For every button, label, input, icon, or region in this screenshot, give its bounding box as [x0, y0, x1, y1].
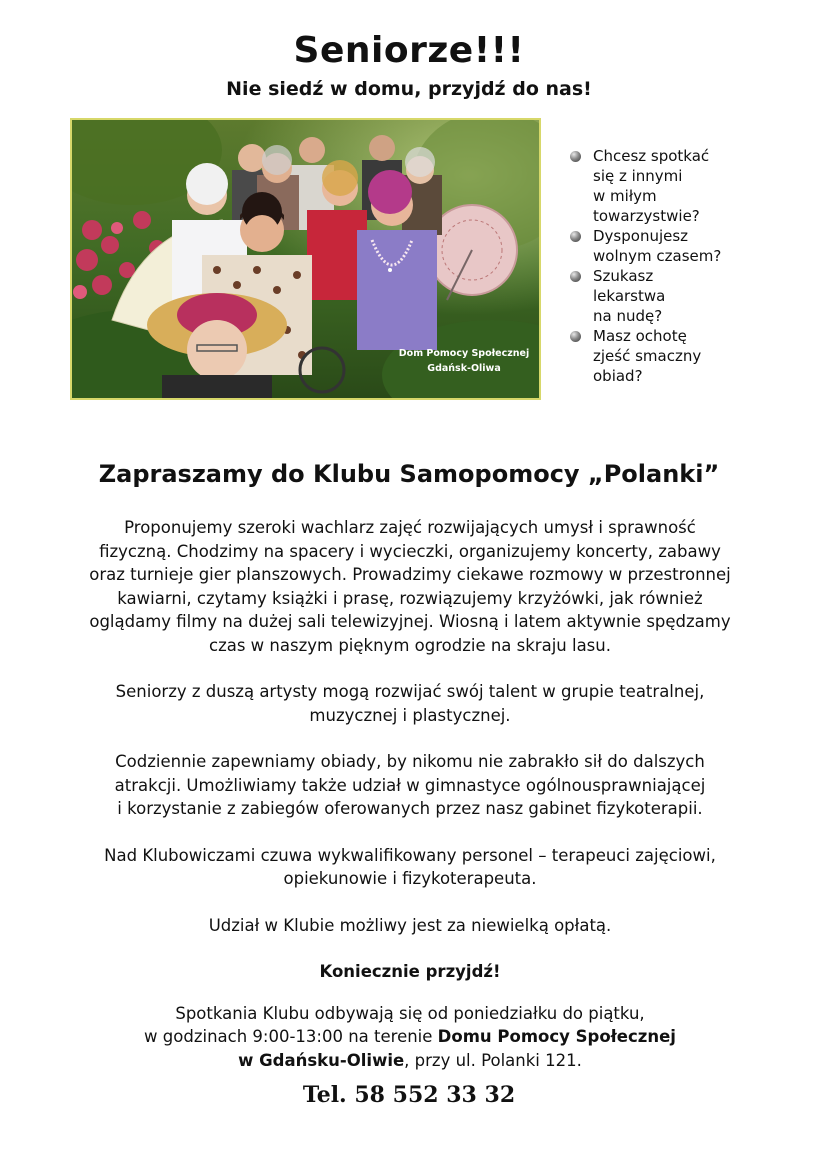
list-item: Chcesz spotkać się z innymi w miłym towarzystwie?: [570, 146, 770, 226]
bullet-icon: [570, 271, 581, 282]
phone-number: Tel. 58 552 33 32: [302, 1082, 516, 1108]
bullet-icon: [570, 331, 581, 342]
bullet-icon: [570, 151, 581, 162]
invitation-heading: Zapraszamy do Klubu Samopomocy „Polanki”: [98, 460, 720, 488]
photo-caption-line1: Dom Pomocy Społecznej: [398, 348, 530, 359]
schedule-line-2: w godzinach 9:00-13:00 na terenie Domu Pomocy Społecznej: [144, 1027, 676, 1046]
paragraph-artists: Seniorzy z duszą artysty mogą rozwijać swój talent w grupie teatralnej, muzycznej i plastycznej.: [115, 682, 705, 725]
paragraph-fee: Udział w Klubie możliwy jest za niewielką opłatą.: [208, 915, 612, 935]
question-list: [570, 146, 770, 386]
page-subtitle: Nie siedź w domu, przyjdź do nas!: [226, 78, 592, 100]
paragraph-offer: Proponujemy szeroki wachlarz zajęć rozwijających umysł i sprawność fizyczną. Chodzimy na spacery i wycieczki, organizujemy koncerty, zabawy oraz turnieje gier planszowych. Prowadzimy ciekawe rozmowy w przestronnej kawiarni, czytamy książki i prasę, rozwiązujemy krzyżówki, jak również oglądamy filmy na dużej sali telewizyjnej. Wiosną i latem aktywnie spędzamy czas w naszym pięknym ogrodzie na skraju lasu.: [89, 518, 731, 655]
invitation-body: [70, 516, 750, 1072]
schedule-info: [70, 1002, 750, 1073]
list-item: Masz ochotę zjeść smaczny obiad?: [570, 326, 770, 386]
bullet-icon: [570, 231, 581, 242]
page-title: Seniorze!!!: [293, 30, 525, 71]
schedule-line-3: w Gdańsku-Oliwie, przy ul. Polanki 121.: [238, 1050, 582, 1070]
photo-caption-line2: Gdańsk-Oliwa: [427, 363, 501, 374]
paragraph-meals: Codziennie zapewniamy obiady, by nikomu nie zabrakło sił do dalszych atrakcji. Umożliwiamy także udział w gimnastyce ogólnousprawniającej i korzystanie z zabiegów oferowanych przez nasz gabinet fizykoterapii.: [114, 752, 706, 818]
list-item: Dysponujesz wolnym czasem?: [570, 226, 770, 266]
list-item: Szukasz lekarstwa na nudę?: [570, 266, 770, 326]
paragraph-staff: Nad Klubowiczami czuwa wykwalifikowany personel – terapeuci zajęciowi, opiekunowie i fizykoterapeuta.: [104, 845, 716, 888]
seniors-group-photo: [70, 118, 541, 400]
schedule-line-1: Spotkania Klubu odbywają się od poniedziałku do piątku,: [175, 1003, 645, 1023]
must-come-callout: Koniecznie przyjdź!: [319, 962, 501, 981]
